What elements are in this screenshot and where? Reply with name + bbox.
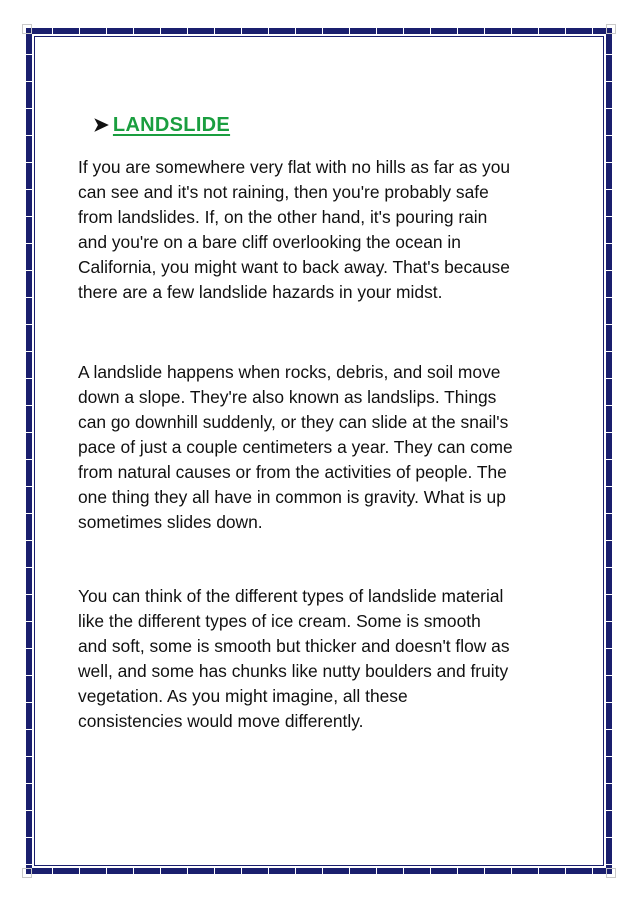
page-border-ticks-bottom	[26, 868, 612, 874]
paragraph-line: sometimes slides down.	[78, 512, 263, 532]
paragraph-line: California, you might want to back away. That's because	[78, 257, 510, 277]
heading-text: LANDSLIDE	[112, 114, 231, 136]
corner-mark-bottom-left	[22, 868, 32, 878]
page-border-ticks-right	[606, 28, 612, 874]
paragraph-line: vegetation. As you might imagine, all these	[78, 686, 408, 706]
paragraph-1	[78, 155, 568, 305]
paragraph-line: like the different types of ice cream. Some is smooth	[78, 611, 481, 631]
paragraph-line: If you are somewhere very flat with no hills as far as you	[78, 157, 511, 177]
paragraph-line: can go downhill suddenly, or they can slide at the snail's	[78, 412, 509, 432]
page-border-ticks-top	[26, 28, 612, 34]
paragraph-line: can see and it's not raining, then you're probably safe	[78, 182, 489, 202]
corner-mark-bottom-right	[606, 868, 616, 878]
paragraph-line: pace of just a couple centimeters a year. They can come	[78, 437, 513, 457]
paragraph-line: from landslides. If, on the other hand, it's pouring rain	[78, 207, 488, 227]
paragraph-line: and soft, some is smooth but thicker and doesn't flow as	[78, 636, 510, 656]
paragraph-line: and you're on a bare cliff overlooking the ocean in	[78, 232, 461, 252]
paragraph-3	[78, 584, 568, 734]
paragraph-line: down a slope. They're also known as landslips. Things	[78, 387, 497, 407]
paragraph-line: well, and some has chunks like nutty boulders and fruity	[78, 661, 509, 681]
paragraph-2	[78, 360, 568, 535]
paragraph-line: there are a few landslide hazards in your midst.	[78, 282, 443, 302]
corner-mark-top-left	[22, 24, 32, 34]
paragraph-line: from natural causes or from the activities of people. The	[78, 462, 507, 482]
corner-mark-top-right	[606, 24, 616, 34]
paragraph-line: You can think of the different types of landslide material	[78, 586, 504, 606]
paragraph-line: one thing they all have in common is gravity. What is up	[78, 487, 506, 507]
section-heading	[93, 114, 230, 137]
page-border-ticks-left	[26, 28, 32, 874]
arrowhead-bullet-icon: ➤	[93, 115, 109, 136]
paragraph-line: A landslide happens when rocks, debris, and soil move	[78, 362, 501, 382]
paragraph-line: consistencies would move differently.	[78, 711, 364, 731]
